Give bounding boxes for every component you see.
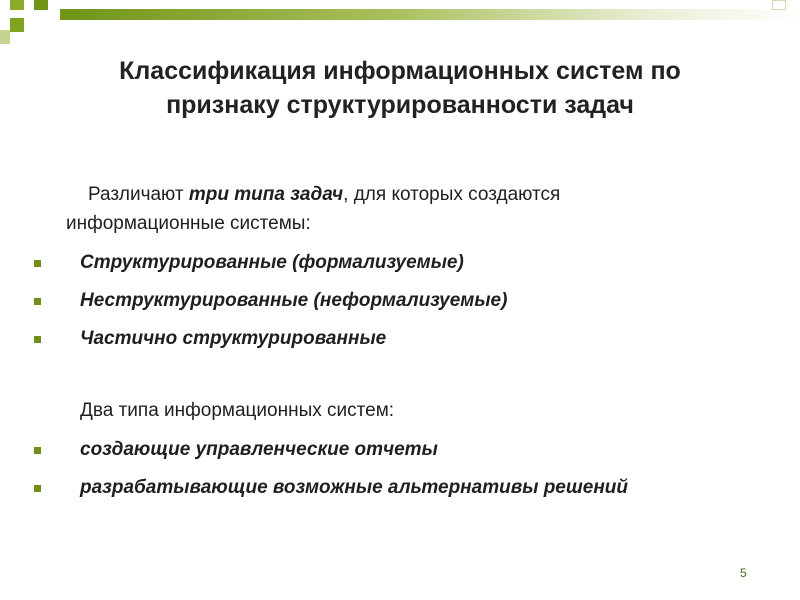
decor-square	[0, 30, 10, 44]
decor-square-outline	[772, 0, 786, 10]
decor-square	[10, 0, 24, 10]
slide-title	[40, 54, 760, 122]
intro-prefix: Различают	[88, 184, 189, 205]
intro-line-2: информационные системы:	[66, 213, 311, 234]
bullet-square-icon	[34, 260, 41, 267]
system-type-label: разрабатывающие возможные альтернативы решений	[80, 477, 629, 498]
intro-suffix: , для которых создаются	[343, 184, 561, 205]
bullet-square-icon	[34, 447, 41, 454]
task-type-label: Неструктурированные (неформализуемые)	[80, 290, 508, 311]
bullet-square-icon	[34, 485, 41, 492]
systems-intro	[66, 396, 766, 425]
top-gradient-bar	[60, 9, 800, 20]
system-type-label: создающие управленческие отчеты	[80, 439, 438, 460]
intro-emphasis: три типа задач	[188, 184, 344, 205]
decor-square	[10, 18, 24, 32]
bullet-square-icon	[34, 298, 41, 305]
decor-square	[34, 0, 48, 10]
page-number: 5	[740, 566, 747, 580]
task-type-label: Структурированные (формализуемые)	[80, 252, 464, 273]
title-line-1: Классификация информационных систем по	[119, 57, 681, 85]
intro-paragraph	[66, 180, 766, 238]
task-type-label: Частично структурированные	[80, 328, 387, 349]
title-line-2: признаку структурированности задач	[166, 91, 634, 119]
bullet-square-icon	[34, 336, 41, 343]
corner-decoration	[0, 0, 60, 46]
systems-intro-text: Два типа информационных систем:	[80, 400, 395, 421]
